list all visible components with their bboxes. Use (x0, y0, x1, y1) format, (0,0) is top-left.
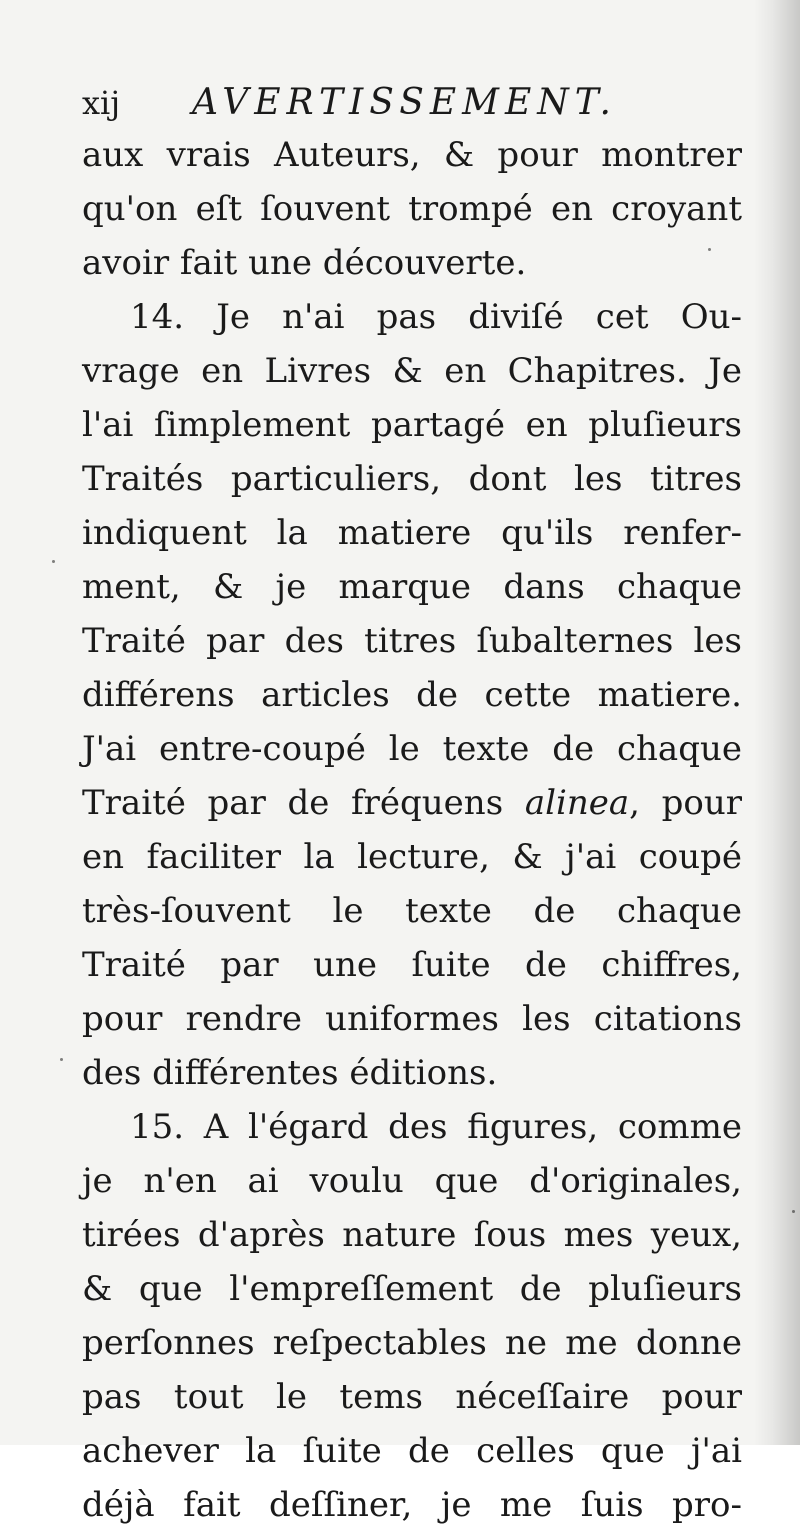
running-head (82, 75, 642, 131)
text-line: qu'on eſt ſouvent trompé en croyant (82, 189, 742, 229)
text-line: déjà fait deſſiner, je me ſuis pro- (82, 1485, 742, 1525)
text-line: l'ai ſimplement partagé en pluſieurs (82, 405, 742, 445)
text-line: vrage en Livres & en Chapitres. Je (82, 351, 742, 391)
text-line: en faciliter la lecture, & j'ai coupé (82, 837, 742, 877)
text-line: achever la ſuite de celles que j'ai (82, 1431, 742, 1471)
text-line: indiquent la matiere qu'ils renfer- (82, 513, 742, 553)
text-line: je n'en ai voulu que d'originales, (82, 1161, 742, 1201)
text-segment: Traité par de fréquens (82, 783, 525, 823)
page-edge-shadow (754, 0, 800, 1445)
text-line: tirées d'après nature ſous mes yeux, (82, 1215, 742, 1255)
page-number: xij (82, 84, 121, 122)
ink-speck (792, 1210, 795, 1213)
ink-speck (60, 1058, 63, 1061)
running-head-title: AVERTISSEMENT. (192, 82, 617, 123)
text-line: pas tout le tems néceſſaire pour (82, 1377, 742, 1417)
text-line: très-ſouvent le texte de chaque (82, 891, 742, 931)
text-line: des différentes éditions. (82, 1053, 498, 1093)
text-line: Traité par des titres ſubalternes les (82, 621, 742, 661)
text-line: 15. A l'égard des figures, comme (130, 1107, 742, 1147)
text-line: J'ai entre-coupé le texte de chaque (82, 729, 742, 769)
text-line: aux vrais Auteurs, & pour montrer (82, 135, 742, 175)
text-line: perſonnes reſpectables ne me donne (82, 1323, 742, 1363)
text-segment: , pour (629, 783, 743, 823)
body-text (82, 128, 742, 1532)
text-line: pour rendre uniformes les citations (82, 999, 742, 1039)
text-line: Traités particuliers, dont les titres (82, 459, 742, 499)
text-line: & que l'empreſſement de pluſieurs (82, 1269, 742, 1309)
text-line (82, 776, 742, 830)
text-line: 14. Je n'ai pas diviſé cet Ou- (130, 297, 742, 337)
text-line: Traité par une ſuite de chiffres, (82, 945, 742, 985)
text-line: différens articles de cette matiere. (82, 675, 742, 715)
ink-speck (52, 560, 55, 563)
text-line: ment, & je marque dans chaque (82, 567, 742, 607)
italic-term: alinea (524, 783, 630, 823)
text-line: avoir fait une découverte. (82, 243, 527, 283)
